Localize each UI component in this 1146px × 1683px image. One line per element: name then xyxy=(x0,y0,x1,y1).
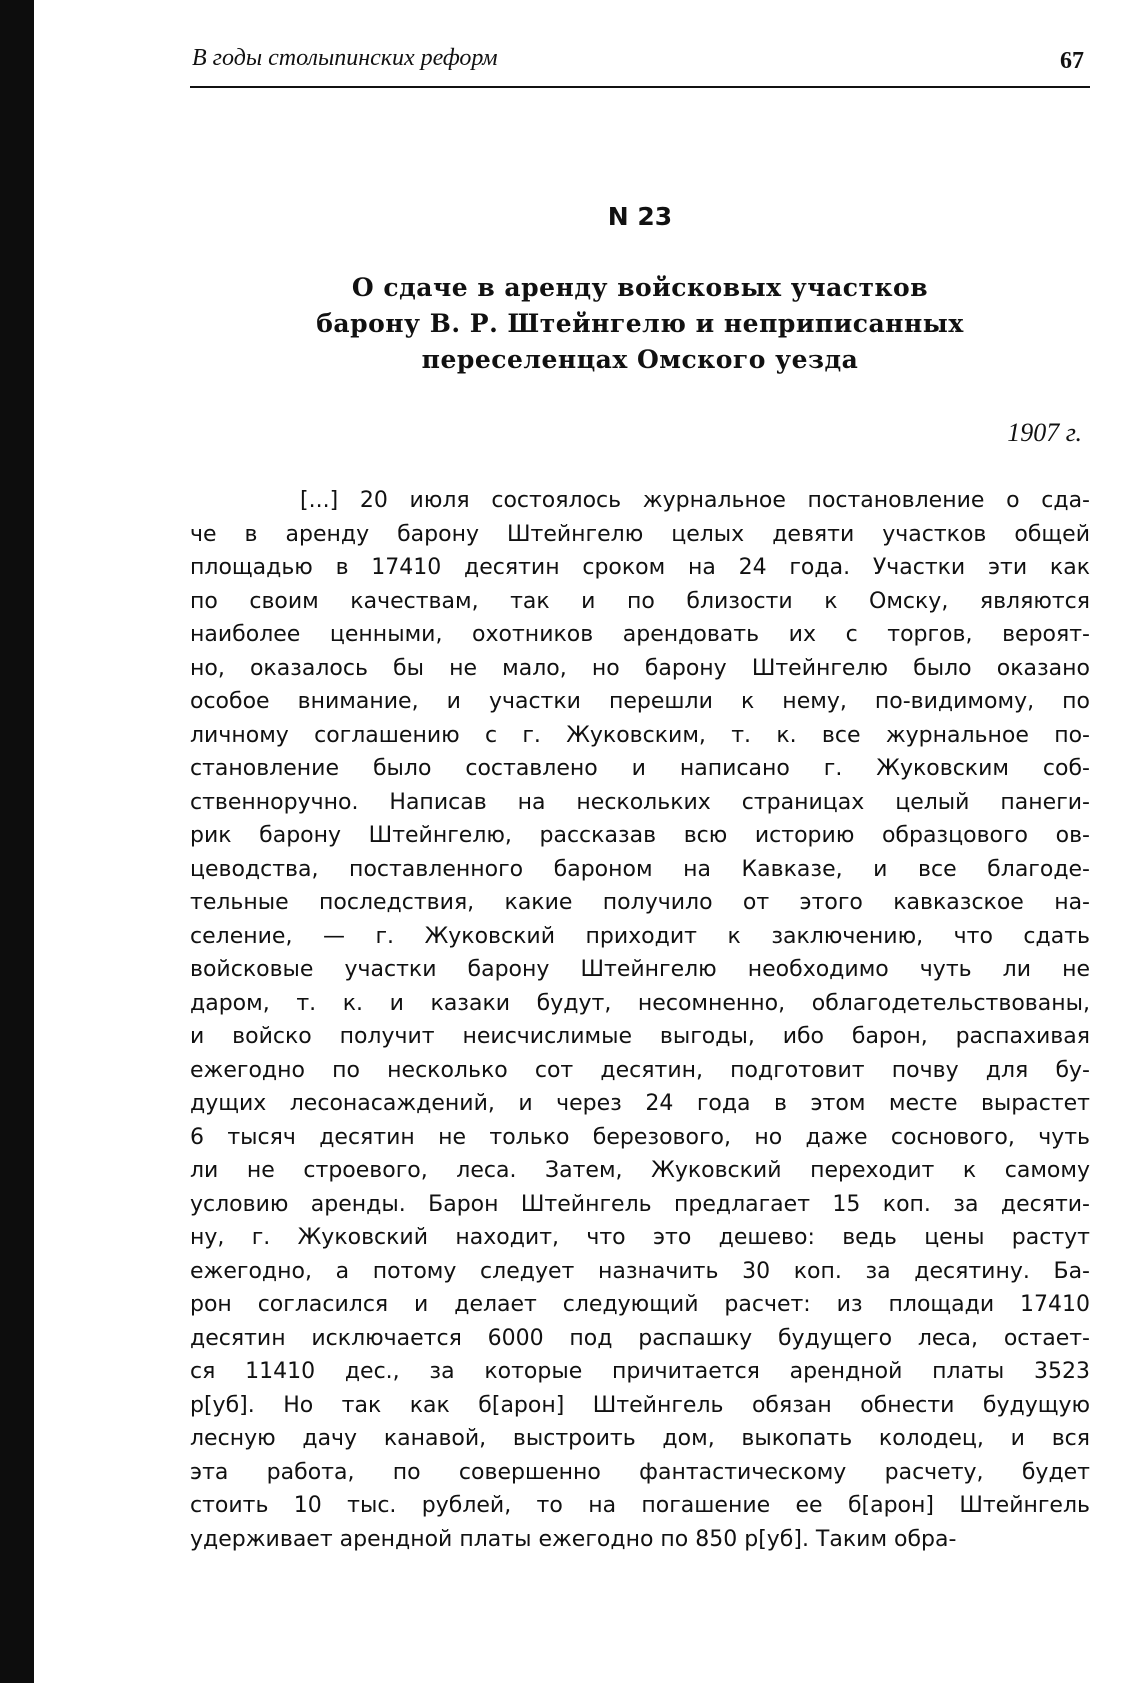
body-line: условию аренды. Барон Штейнгель предлагает 15 коп. за десяти- xyxy=(190,1191,1090,1217)
body-text xyxy=(190,484,1090,1556)
running-title: В годы столыпинских реформ xyxy=(192,45,498,71)
body-line: личному соглашению с г. Жуковским, т. к. все журнальное по- xyxy=(190,722,1090,748)
body-line: площадью в 17410 десятин сроком на 24 года. Участки эти как xyxy=(190,555,1090,580)
document-title-line: О сдаче в аренду войсковых участков xyxy=(351,273,929,302)
body-line: лесную дачу канавой, выстроить дом, выкопать колодец, и вся xyxy=(190,1426,1090,1451)
body-line: наиболее ценными, охотников арендовать их с торгов, вероят- xyxy=(190,622,1090,647)
body-line: эта работа, по совершенно фантастическому расчету, будет xyxy=(190,1459,1090,1485)
book-page xyxy=(190,0,1090,1683)
body-line: стоить 10 тыс. рублей, то на погашение ее б[арон] Штейнгель xyxy=(190,1493,1090,1518)
body-line: войсковые участки барону Штейнгелю необходимо чуть ли не xyxy=(190,957,1090,982)
document-title xyxy=(220,270,1060,378)
document-date: 1907 г. xyxy=(1007,418,1082,447)
body-line: особое внимание, и участки перешли к нему, по-видимому, по xyxy=(190,689,1090,714)
body-line: ственноручно. Написав на нескольких страницах целый панеги- xyxy=(190,789,1090,815)
body-line: р[уб]. Но так как б[арон] Штейнгель обязан обнести будущую xyxy=(190,1392,1090,1418)
body-line: селение, — г. Жуковский приходит к заключению, что сдать xyxy=(190,923,1090,949)
body-line: удерживает арендной платы ежегодно по 850 р[уб]. Таким обра- xyxy=(190,1526,957,1552)
body-line: ежегодно по несколько сот десятин, подготовит почву для бу- xyxy=(190,1057,1090,1083)
body-line: че в аренду барону Штейнгелю целых девяти участков общей xyxy=(190,521,1090,547)
body-line: тельные последствия, какие получило от этого кавказское на- xyxy=(190,890,1090,915)
body-line: и войско получит неисчислимые выгоды, ибо барон, распахивая xyxy=(190,1024,1090,1049)
body-line: десятин исключается 6000 под распашку будущего леса, остает- xyxy=(190,1325,1090,1351)
body-line: становление было составлено и написано г. Жуковским соб- xyxy=(190,756,1090,781)
body-line: [...] 20 июля состоялось журнальное постановление о сда- xyxy=(300,488,1090,513)
body-line: цеводства, поставленного бароном на Кавказе, и все благоде- xyxy=(190,856,1090,882)
page-number: 67 xyxy=(1060,48,1084,74)
body-line: по своим качествам, так и по близости к Омску, являются xyxy=(190,588,1090,614)
body-line: дущих лесонасаждений, и через 24 года в этом месте вырастет xyxy=(190,1091,1090,1116)
body-line: даром, т. к. и казаки будут, несомненно, облагодетельствованы, xyxy=(190,990,1090,1016)
document-title-line: переселенцах Омского уезда xyxy=(421,345,859,374)
body-line: ся 11410 дес., за которые причитается арендной платы 3523 xyxy=(190,1359,1090,1384)
body-line: ну, г. Жуковский находит, что это дешево: ведь цены растут xyxy=(190,1225,1090,1250)
body-line: ли не строевого, леса. Затем, Жуковский переходит к самому xyxy=(190,1158,1090,1183)
header-rule xyxy=(190,86,1090,88)
body-line: рик барону Штейнгелю, рассказав всю историю образцового ов- xyxy=(190,823,1090,848)
scan-edge-shadow xyxy=(0,0,34,1683)
body-line: но, оказалось бы не мало, но барону Штейнгелю было оказано xyxy=(190,655,1090,681)
document-title-line: барону В. Р. Штейнгелю и неприписанных xyxy=(316,309,964,338)
document-number: N 23 xyxy=(607,202,673,231)
body-line: рон согласился и делает следующий расчет: из площади 17410 xyxy=(190,1292,1090,1317)
body-line: ежегодно, а потому следует назначить 30 коп. за десятину. Ба- xyxy=(190,1258,1090,1284)
running-head xyxy=(190,38,1090,78)
body-line: 6 тысяч десятин не только березового, но даже соснового, чуть xyxy=(190,1124,1090,1150)
